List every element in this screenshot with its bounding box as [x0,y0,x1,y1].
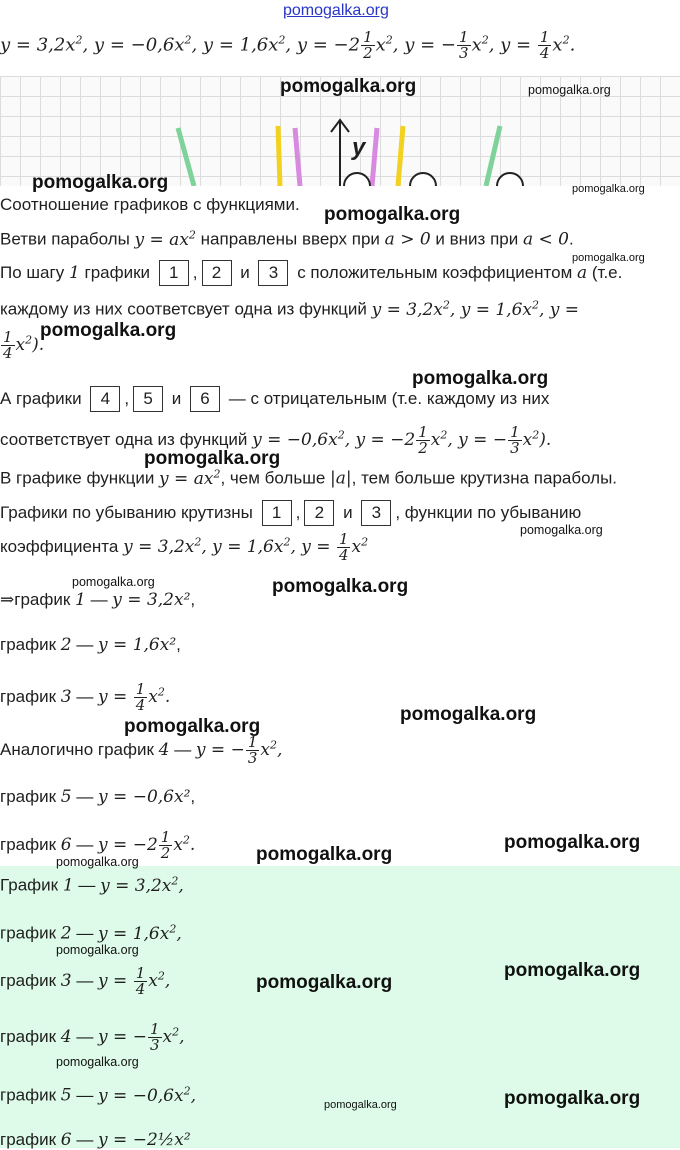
watermark-14: pomogalka.org [124,716,261,737]
coef-line: коэффициента $y = 3,2x^2$, $y = 1,6x^2$, y = $\frac{1}{4}$ $x^2$ [0,530,369,564]
watermark-1: pomogalka.org [280,76,417,97]
answer-line-1: График 1 — $y = 3,2x^2$, [0,874,184,896]
graph-label-circle-3 [497,173,523,186]
answer-line-6: график 6 — y = −2½x² [0,1130,191,1150]
answer-line-4: график 4 — y = − $\frac{1}{3}$ $x^2$, [0,1020,185,1054]
watermark-11: pomogalka.org [72,575,155,589]
graph-label-circle-1 [344,173,370,186]
watermark-23: pomogalka.org [324,1099,397,1111]
answer-box-3b: 3 [361,500,391,526]
answer-box-2b: 2 [304,500,334,526]
watermark-2: pomogalka.org [528,83,611,97]
watermark-6: pomogalka.org [572,252,645,264]
result-line-6: график 6 — y = −2 $\frac{1}{2}$ $x^2$. [0,828,196,862]
watermark-20: pomogalka.org [256,972,393,993]
parabola-branch-green-right [486,126,500,186]
watermark-10: pomogalka.org [520,523,603,537]
watermark-3: pomogalka.org [32,172,169,193]
answer-box-3: 3 [258,260,288,286]
parabola-branch-yellow-right [398,126,403,186]
descending-line: Графики по убыванию крутизны 1 , 2 и 3 , функции по убыванию [0,500,581,526]
parabola-branch-yellow-left [278,126,280,186]
watermark-8: pomogalka.org [412,368,549,389]
answer-box-1b: 1 [262,500,292,526]
watermark-7: pomogalka.org [40,320,177,341]
positive-functions-line-2: $\frac{1}{4}$ $x^2$). [3,328,45,362]
result-line-5: график 5 — y = −0,6x², [0,787,196,807]
y-axis-label: y [352,134,366,161]
parabola-branch-violet-left [295,128,300,186]
answer-line-2: график 2 — $y = 1,6x^2$, [0,922,182,944]
watermark-12: pomogalka.org [272,576,409,597]
watermark-21: pomogalka.org [56,1055,139,1069]
result-line-2: график 2 — y = 1,6x², [0,635,181,655]
watermark-17: pomogalka.org [56,855,139,869]
parabola-branch-green-left [178,128,194,186]
answer-line-5: график 5 — $y = -0,6x^2$, [0,1084,196,1106]
answer-box-5: 5 [133,386,163,412]
answer-box-4: 4 [90,386,120,412]
positive-functions-line: каждому из них соответсвует одна из функций $y = 3,2x^2$, $y = 1,6x^2$, y = [0,298,580,320]
watermark-16: pomogalka.org [256,844,393,865]
watermark-9: pomogalka.org [144,448,281,469]
graph-label-circle-2 [410,173,436,186]
step1-line: По шагу 1 графики 1 , 2 и 3 с положительным коэффициентом a (т.е. [0,260,622,286]
result-line-1: ⇒график 1 — y = 3,2x², [0,590,196,610]
watermark-link-top[interactable]: pomogalka.org [283,2,389,19]
ratio-heading: Соотношение графиков с функциями. [0,195,300,214]
watermark-19: pomogalka.org [504,960,641,981]
watermark-5: pomogalka.org [324,204,461,225]
watermark-22: pomogalka.org [504,1088,641,1109]
result-line-4: Аналогично график 4 — y = − $\frac{1}{3}$ $x^2$, [0,733,283,767]
header-formula: $y = 3,2x^2$, $y = -0,6x^2$, $y = 1,6x^2$, y = −2 $\frac{1}{2}$ $x^2$, y = − $\frac{1}{3}$ $x^2$, y = $\frac{1}{4}$ $x^2$. [0,28,576,62]
negative-functions-line: соответствует одна из функций $y = -0,6x^2$, y = −2 $\frac{1}{2}$ $x^2$, y = − $\frac{1}{3}$ $x^2$). [0,423,552,457]
answer-box-2: 2 [202,260,232,286]
steepness-line: В графике функции $y = ax^2$, чем больше |a|, тем больше крутизна параболы. [0,467,618,489]
answer-box-1: 1 [159,260,189,286]
watermark-13: pomogalka.org [400,704,537,725]
parabola-branch-violet-right [372,128,377,186]
negative-graphs-line: А графики 4 , 5 и 6 — с отрицательным (т.е. каждому из них [0,386,549,412]
watermark-18: pomogalka.org [56,943,139,957]
answer-box-6: 6 [190,386,220,412]
watermark-4: pomogalka.org [572,183,645,195]
watermark-15: pomogalka.org [504,832,641,853]
branches-line: Ветви параболы $y = ax^2$ направлены вверх при a > 0 и вниз при a < 0. [0,228,574,250]
answer-line-3: график 3 — y = $\frac{1}{4}$ $x^2$, [0,964,171,998]
result-line-3: график 3 — y = $\frac{1}{4}$ $x^2$. [0,680,171,714]
